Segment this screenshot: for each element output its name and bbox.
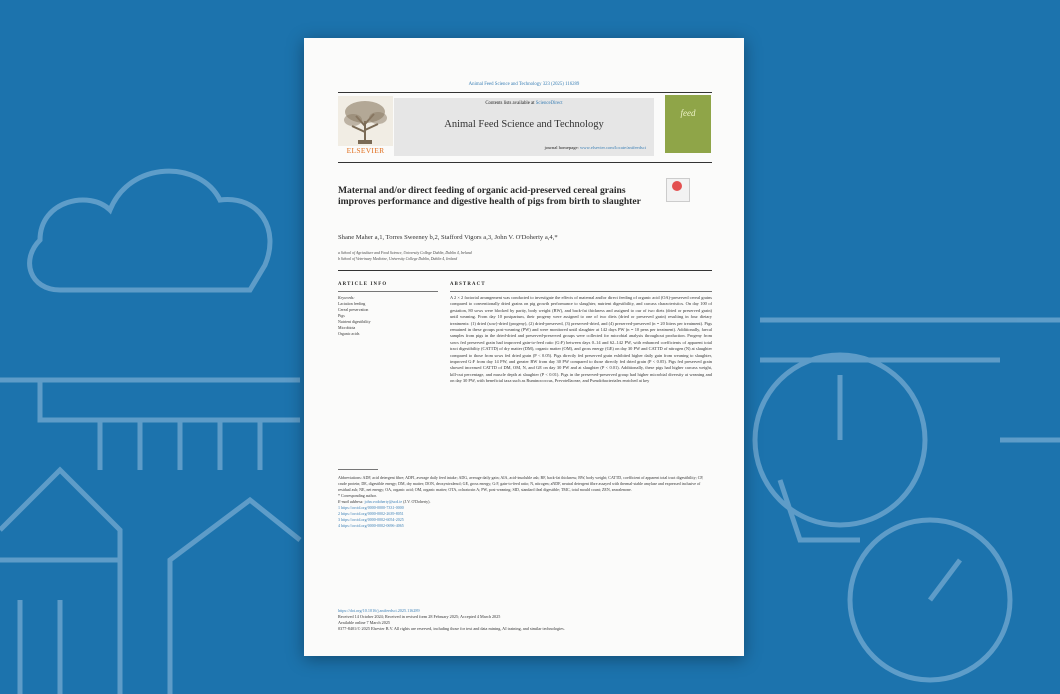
keyword-item: Microbiota bbox=[338, 326, 356, 330]
abstract-text: A 2 × 2 factorial arrangement was conducted to investigate the effects of maternal and/or direct feeding of organic acid (OA)-preserved cereal grains compared to conventionally dried grains on pig growth performance to slaughter, nutrient digestibility, and carcass characteristics. On day 100 of gestation, 80 sows were blocked by parity, body weight (BW), and back-fat thickness and assigned to our of two diets (dried or preserved grain) until weaning. From day 10 postpartum, their progeny were assigned to one of two diets (dried or preserved grain) resulting in four dietary treatments: (1) dried (sow)-dried (progeny), (2) dried-preserved, (3) preserved-dried, and (4) preserved-preserved (n = 20 litters per treatment). Pigs remained in these groups post-weaning (PW) and were monitored until slaughter at 142 days PW (n = 10 pens per treatment). Additionally, faecal samples from pigs in the dried-dried and preserved-preserved groups were collected for microbial analysis throughout production. Progeny from sows fed preserved grain had improved gain-to-feed ratio (G:F) between days 0–14 and 62–142 PW, with enhanced coefficients of apparent total tract digestibility (CATTD) of dry matter (DM), organic matter (OM), and gross energy (GE) on day 30 PW and CATTD of nitrogen (N) at slaughter compared to those from sows fed dried grain (P < 0.05). Pigs directly fed preserved grain exhibited higher daily gain from weaning to slaughter, improved G:F from day 14 PW, and greater BW from day 30 PW compared to those directly fed dried grain (P < 0.05). Pigs fed preserved grain showed increased CATTD of DM, OM, N, and GE on day 30 PW and at slaughter (P < 0.01). Additionally, these pigs had higher carcass weight, kill-out percentage, and muscle depth at slaughter (P < 0.01). Pigs in the preserved-preserved group had higher microbial diversity at weaning and on day 30 PW, with beneficial taxa such as Ruminococcus, Prevotellaceae, and Pseudobacteriales enriched at key bbox=[450, 295, 712, 384]
journal-homepage-line bbox=[394, 144, 654, 151]
keyword-item: Pigs bbox=[338, 314, 345, 318]
email-suffix: (J.V. O'Doherty). bbox=[402, 499, 431, 504]
title-block-rule bbox=[338, 270, 712, 271]
elsevier-wordmark: ELSEVIER bbox=[346, 146, 385, 155]
contents-prefix: Contents lists available at bbox=[485, 101, 536, 106]
footnote-rule bbox=[338, 469, 378, 470]
email-label: E-mail address: bbox=[338, 499, 365, 504]
journal-reference[interactable]: Animal Feed Science and Technology 323 (2025) 116289 bbox=[468, 82, 580, 87]
homepage-prefix: journal homepage: bbox=[544, 145, 580, 150]
cover-word: feed bbox=[680, 108, 696, 118]
footnotes bbox=[338, 475, 712, 529]
article-title: Maternal and/or direct feeding of organic acid-preserved cereal grains improves performance and digestive health of pigs from birth to slaughter bbox=[338, 185, 641, 208]
article-info-heading: ARTICLE INFO bbox=[338, 282, 388, 287]
author-list: Shane Maher a,1, Torres Sweeney b,2, Stafford Vigors a,3, John V. O'Doherty a,4,* bbox=[338, 234, 558, 241]
check-for-updates-icon bbox=[672, 181, 682, 191]
abbreviations-footnote: Abbreviations: ADF, acid detergent fibre; ADFI, average daily feed intake; ADG, average daily gain; AIA, acid-insoluble ash; BF, back-fat thickness; BW, body weight; CATTD, coefficient of apparent total tract digestibility; CP, crude protein; DE, digestible energy; DM, dry matter; DON, deoxynivalenol; GE, gross energy; G:F, gain-to-feed ratio; N, nitrogen; aNDF, neutral detergent fibre assayed with thermal-stable amylase and expressed inclusive of residual ash; NE, net energy; OA, organic acid; OM, organic matter; OTA, ochratoxin A; PW, post-weaning; SID, standard ileal digestible; TMC, total mould count; ZEN, zearalenone. bbox=[338, 475, 704, 492]
affiliation-a: a School of Agriculture and Food Science, University College Dublin, Dublin 4, Ireland bbox=[338, 251, 472, 255]
available-online: Available online 7 March 2025 bbox=[338, 620, 391, 625]
doi-link[interactable]: https://doi.org/10.1016/j.anifeedsci.2025.116289 bbox=[338, 608, 420, 613]
publication-info bbox=[338, 608, 712, 632]
contents-line bbox=[394, 100, 654, 107]
email-link[interactable]: john.vodoherty@ucd.ie bbox=[364, 499, 403, 504]
journal-title: Animal Feed Science and Technology bbox=[444, 119, 604, 130]
abstract-heading: ABSTRACT bbox=[450, 282, 486, 287]
copyright-line: 0377-8401/© 2025 Elsevier B.V. All rights are reserved, including those for text and data mining, AI training, and similar technologies. bbox=[338, 626, 565, 631]
orcid-link[interactable]: 2 https://orcid.org/0000-0002-2639-8051 bbox=[338, 511, 404, 516]
orcid-link[interactable]: 1 https://orcid.org/0000-0000-7331-0000 bbox=[338, 505, 404, 510]
keyword-item: Organic acids bbox=[338, 332, 360, 336]
affiliation-b: b School of Veterinary Medicine, University College Dublin, Dublin 4, Ireland bbox=[338, 257, 458, 261]
masthead-rule bbox=[338, 162, 712, 163]
keyword-item: Nutrient digestibility bbox=[338, 320, 371, 324]
corresponding-author-note: * Corresponding author. bbox=[338, 493, 377, 498]
keyword-item: Cereal preservation bbox=[338, 308, 369, 312]
keyword-item: Lactation feeding bbox=[338, 302, 366, 306]
sciencedirect-link[interactable]: ScienceDirect bbox=[535, 101, 563, 106]
header-rule bbox=[338, 92, 712, 93]
keywords-label: Keywords: bbox=[338, 296, 355, 300]
article-info-rule bbox=[338, 291, 438, 292]
homepage-link[interactable]: www.elsevier.com/locate/anifeedsci bbox=[579, 145, 646, 150]
orcid-link[interactable]: 4 https://orcid.org/0000-0002-0696-4065 bbox=[338, 523, 404, 528]
received-dates: Received 14 October 2024; Received in revised form 28 February 2025; Accepted 4 March 2025 bbox=[338, 614, 501, 619]
journal-cover-image bbox=[665, 95, 711, 153]
orcid-link[interactable]: 3 https://orcid.org/0000-0002-6054-2025 bbox=[338, 517, 404, 522]
paper-page bbox=[304, 38, 744, 656]
abstract-rule bbox=[450, 291, 712, 292]
